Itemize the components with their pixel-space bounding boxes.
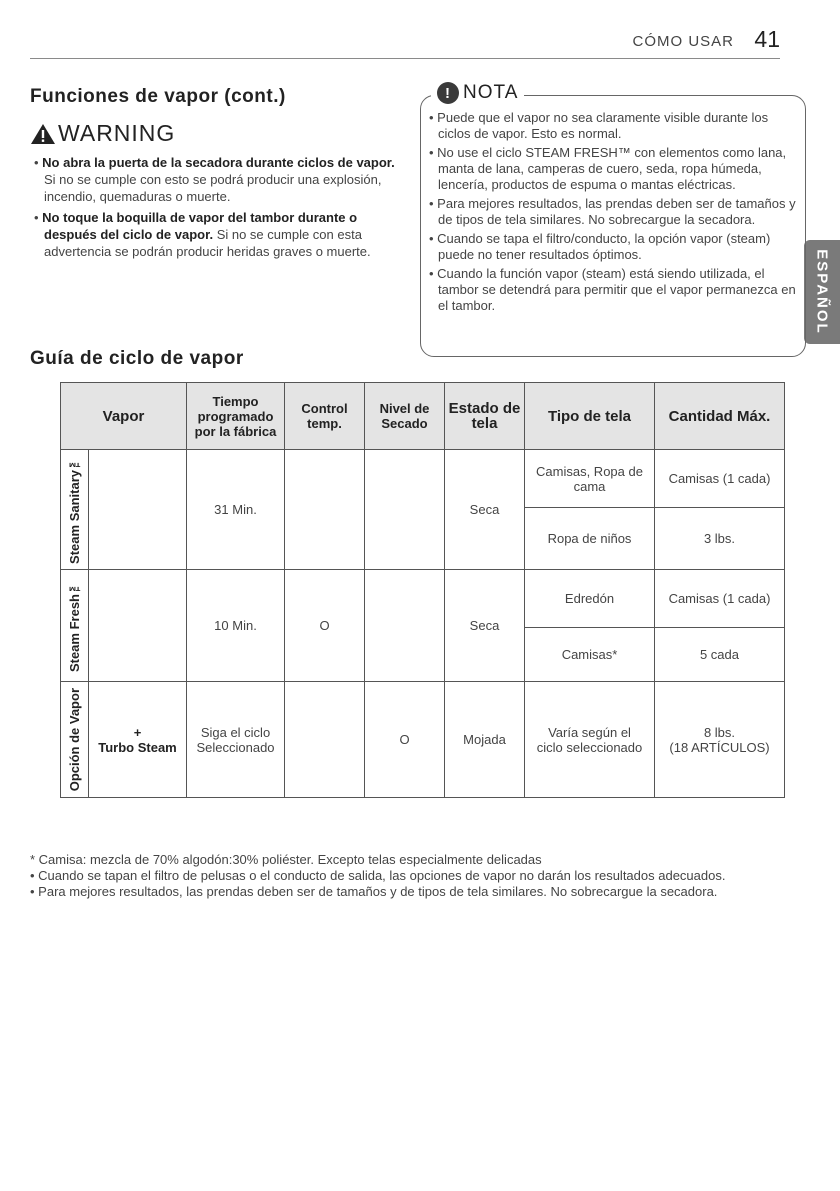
footnote-asterisk: * Camisa: mezcla de 70% algodón:30% poliéster. Excepto telas especialmente delicadas bbox=[30, 852, 542, 867]
warning-item-bold: No toque la boquilla de vapor del tambor durante o después del ciclo de vapor. bbox=[42, 210, 358, 242]
cell-control bbox=[285, 682, 365, 798]
warning-item: • No abra la puerta de la secadora durante ciclos de vapor. Si no se cumple con esto se podrá producir una explosión, incendio, quemaduras o muerte. bbox=[34, 155, 395, 204]
cell-nivel bbox=[365, 570, 445, 682]
plus-sign: + bbox=[133, 724, 142, 740]
cell-line: ciclo seleccionado bbox=[536, 739, 643, 755]
warning-item-text: Si no se cumple con esta advertencia se podrán producir heridas graves o muerte. bbox=[44, 227, 371, 259]
cell-estado: Seca bbox=[445, 570, 525, 682]
section-name: CÓMO USAR bbox=[632, 33, 734, 50]
note-item: • Cuando la función vapor (steam) está siendo utilizada, el tambor se detendrá para permitir que el vapor permanezca en el tambor. bbox=[429, 266, 796, 313]
header-control: Control temp. bbox=[285, 383, 365, 450]
footnote-item: • Para mejores resultados, las prendas deben ser de tamaños y de tipos de tela similares. No sobrecargue la secadora. bbox=[30, 884, 718, 899]
header-vapor: Vapor bbox=[61, 383, 187, 450]
note-item-text: Cuando la función vapor (steam) está siendo utilizada, el tambor se detendrá para permitir que el vapor permanezca en el tambor. bbox=[437, 266, 796, 313]
row-label-steam-sanitary: Steam Sanitary™ bbox=[67, 455, 82, 564]
language-tab bbox=[804, 240, 840, 344]
note-heading bbox=[431, 82, 524, 104]
warning-heading-text: WARNING bbox=[58, 120, 176, 146]
cell-cantidad bbox=[655, 682, 785, 798]
note-box bbox=[420, 82, 806, 357]
row-label-opcion-vapor: Opción de Vapor bbox=[67, 687, 82, 792]
cell-line: (18 ARTÍCULOS) bbox=[669, 739, 770, 755]
note-item-text: Cuando se tapa el filtro/conducto, la opción vapor (steam) puede no tener resultados óptimos. bbox=[437, 231, 771, 262]
section-title-steam-functions: Funciones de vapor (cont.) bbox=[30, 86, 286, 107]
cell-nivel bbox=[365, 450, 445, 570]
steam-cycle-table bbox=[60, 382, 785, 798]
cell-control: O bbox=[285, 570, 365, 682]
header-tiempo: Tiempo programado por la fábrica bbox=[187, 383, 285, 450]
cell-tiempo bbox=[187, 682, 285, 798]
warning-item-bold: No abra la puerta de la secadora durante ciclos de vapor. bbox=[42, 155, 395, 170]
header-estado: Estado de tela bbox=[445, 383, 525, 450]
warning-item: • No toque la boquilla de vapor del tambor durante o después del ciclo de vapor. Si no se cumple con esta advertencia se podrán producir heridas graves o muerte. bbox=[34, 210, 371, 259]
row-label-cell bbox=[61, 570, 89, 682]
cell-tipo: Camisas* bbox=[525, 628, 655, 682]
page-header bbox=[30, 24, 780, 59]
row-label-steam-fresh: Steam Fresh™ bbox=[67, 578, 82, 673]
table-row bbox=[61, 570, 785, 628]
header-nivel: Nivel de Secado bbox=[365, 383, 445, 450]
cell-cantidad: 3 lbs. bbox=[655, 508, 785, 570]
section-title-cycle-guide: Guía de ciclo de vapor bbox=[30, 348, 244, 369]
cell-tipo bbox=[525, 682, 655, 798]
table-row bbox=[61, 682, 785, 798]
cell-vapor bbox=[89, 450, 187, 570]
cell-estado: Mojada bbox=[445, 682, 525, 798]
cell-cantidad: 5 cada bbox=[655, 628, 785, 682]
row-label-cell bbox=[61, 450, 89, 570]
row-label-cell bbox=[61, 682, 89, 798]
note-list bbox=[429, 110, 797, 317]
cell-tipo: Ropa de niños bbox=[525, 508, 655, 570]
note-heading-text: NOTA bbox=[463, 82, 519, 103]
cell-cantidad: Camisas (1 cada) bbox=[655, 570, 785, 628]
note-item: • Puede que el vapor no sea claramente visible durante los ciclos de vapor. Esto es normal. bbox=[429, 110, 769, 141]
cell-line: Seleccionado bbox=[196, 739, 275, 755]
info-icon: ! bbox=[437, 82, 459, 104]
table-row bbox=[61, 450, 785, 508]
note-item: • No use el ciclo STEAM FRESH™ con elementos como lana, manta de lana, camperas de cuero, seda, ropa húmeda, lencería, productos de espuma o mantas eléctricas. bbox=[429, 145, 787, 192]
footnote-item: • Cuando se tapan el filtro de pelusas o el conducto de salida, las opciones de vapor no darán los resultados adecuados. bbox=[30, 868, 726, 883]
cell-nivel: O bbox=[365, 682, 445, 798]
cell-tiempo: 10 Min. bbox=[187, 570, 285, 682]
cell-control bbox=[285, 450, 365, 570]
note-item-text: Para mejores resultados, las prendas deben ser de tamaños y de tipos de tela similares. No sobrecargue la secadora. bbox=[437, 196, 796, 227]
cell-line: Siga el ciclo bbox=[200, 724, 271, 740]
language-tab-label: ESPAÑOL bbox=[813, 249, 831, 335]
cell-tipo: Camisas, Ropa de cama bbox=[525, 450, 655, 508]
cell-line: 8 lbs. bbox=[703, 724, 736, 740]
note-item: • Para mejores resultados, las prendas deben ser de tamaños y de tipos de tela similares. No sobrecargue la secadora. bbox=[429, 196, 796, 227]
table-header-row bbox=[61, 383, 785, 450]
cell-tipo: Edredón bbox=[525, 570, 655, 628]
warning-triangle-icon bbox=[30, 123, 56, 145]
cell-line: Varía según el bbox=[548, 724, 631, 740]
page-number: 41 bbox=[754, 26, 780, 52]
header-tipo: Tipo de tela bbox=[525, 383, 655, 450]
footnotes bbox=[30, 852, 820, 900]
cell-cantidad: Camisas (1 cada) bbox=[655, 450, 785, 508]
note-item-text: No use el ciclo STEAM FRESH™ con elementos como lana, manta de lana, camperas de cuero, seda, ropa húmeda, lencería, productos de espuma o mantas eléctricas. bbox=[437, 145, 787, 192]
note-item-text: Puede que el vapor no sea claramente visible durante los ciclos de vapor. Esto es normal. bbox=[437, 110, 769, 141]
turbo-steam-label: Turbo Steam bbox=[98, 739, 177, 755]
note-item: • Cuando se tapa el filtro/conducto, la opción vapor (steam) puede no tener resultados óptimos. bbox=[429, 231, 771, 262]
cell-estado: Seca bbox=[445, 450, 525, 570]
cell-vapor bbox=[89, 682, 187, 798]
warning-list bbox=[34, 154, 398, 264]
cell-vapor bbox=[89, 570, 187, 682]
warning-item-text: Si no se cumple con esto se podrá producir una explosión, incendio, quemaduras o muerte. bbox=[44, 172, 382, 204]
cell-tiempo: 31 Min. bbox=[187, 450, 285, 570]
header-cantidad: Cantidad Máx. bbox=[655, 383, 785, 450]
warning-heading bbox=[30, 120, 175, 147]
